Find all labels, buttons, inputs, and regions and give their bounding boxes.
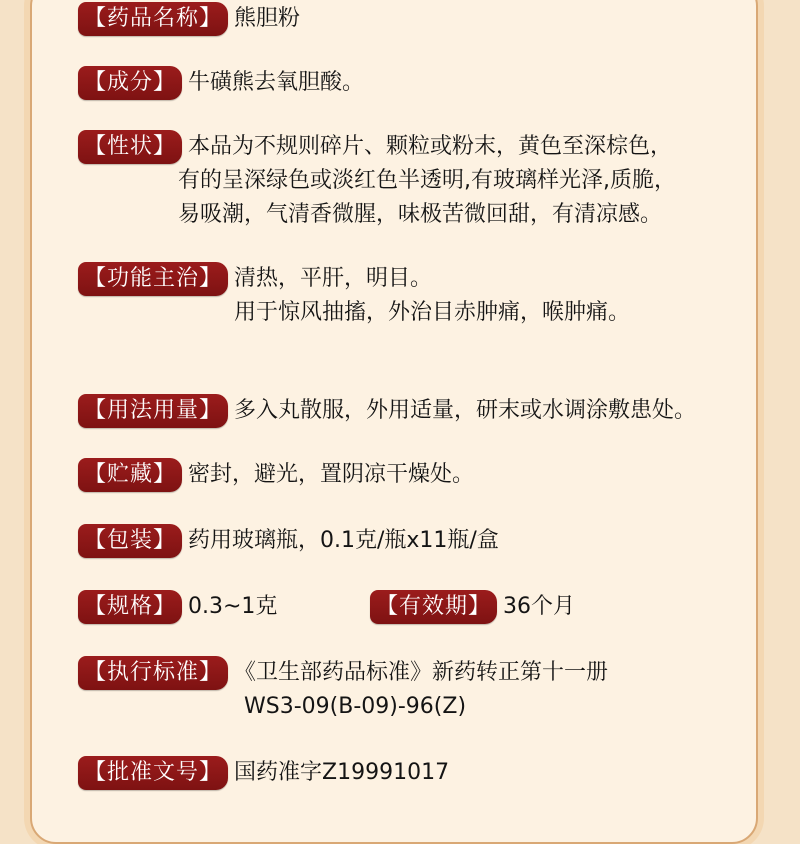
value-validity: 36个月 <box>503 594 576 619</box>
label-ingredients: 【成分】 <box>78 66 182 100</box>
row-standard <box>78 656 608 724</box>
value-usage: 多入丸散服，外用适量，研末或水调涂敷患处。 <box>234 398 697 423</box>
label-storage: 【贮藏】 <box>78 458 182 492</box>
row-validity <box>370 590 575 624</box>
row-properties <box>78 130 676 232</box>
row-drug-name <box>78 2 300 36</box>
indications-line: 用于惊风抽搐，外治目赤肿痛，喉肿痛。 <box>234 300 631 325</box>
value-ingredients: 牛磺熊去氧胆酸。 <box>188 70 365 95</box>
label-standard: 【执行标准】 <box>78 656 228 690</box>
label-spec: 【规格】 <box>78 590 182 624</box>
value-indications <box>234 262 630 330</box>
label-properties: 【性状】 <box>78 130 182 164</box>
label-validity: 【有效期】 <box>370 590 497 624</box>
label-drug-name: 【药品名称】 <box>78 2 228 36</box>
standard-line: 《卫生部药品标准》新药转正第十一册 <box>234 660 609 685</box>
properties-line: 易吸潮，气清香微腥，味极苦微回甜，有清凉感。 <box>178 202 663 227</box>
value-standard <box>234 656 608 724</box>
value-approval: 国药准字Z19991017 <box>234 760 450 785</box>
label-packaging: 【包装】 <box>78 524 182 558</box>
label-approval: 【批准文号】 <box>78 756 228 790</box>
value-spec: 0.3~1克 <box>188 594 278 619</box>
value-drug-name: 熊胆粉 <box>234 6 301 31</box>
row-usage <box>78 394 696 428</box>
standard-line: WS3-09(B-09)-96(Z) <box>244 694 467 719</box>
properties-line: 有的呈深绿色或淡红色半透明,有玻璃样光泽,质脆， <box>178 168 677 193</box>
row-approval <box>78 756 449 790</box>
properties-line: 本品为不规则碎片、颗粒或粉末，黄色至深棕色， <box>188 134 673 159</box>
label-usage: 【用法用量】 <box>78 394 228 428</box>
row-indications <box>78 262 630 330</box>
row-spec <box>78 590 277 624</box>
label-indications: 【功能主治】 <box>78 262 228 296</box>
indications-line: 清热，平肝，明目。 <box>234 266 433 291</box>
value-packaging: 药用玻璃瓶，0.1克/瓶x11瓶/盒 <box>188 528 499 553</box>
row-storage <box>78 458 474 492</box>
row-packaging <box>78 524 499 558</box>
row-ingredients <box>78 66 364 100</box>
value-storage: 密封，避光，置阴凉干燥处。 <box>188 462 475 487</box>
value-properties <box>178 130 677 232</box>
